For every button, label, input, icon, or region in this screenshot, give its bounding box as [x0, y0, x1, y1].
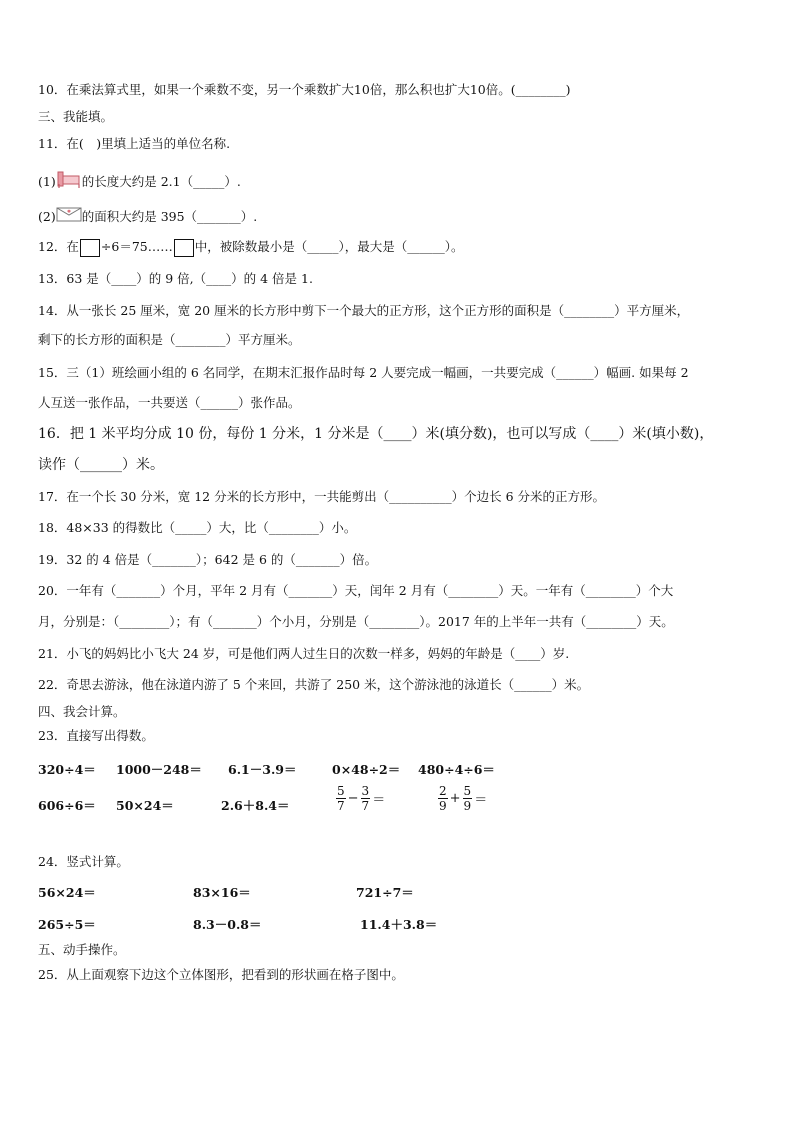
- numerator: 5: [337, 784, 345, 798]
- question-23: 23．直接写出得数。: [38, 728, 154, 743]
- section-5-heading: 五、动手操作。: [38, 942, 126, 957]
- blank-box: [80, 239, 100, 257]
- q11-1-prefix: (1): [38, 174, 56, 189]
- fraction: [361, 784, 371, 813]
- operator: +: [449, 791, 461, 806]
- question-18: 18．48×33 的得数比（_____）大，比（________）小。: [38, 520, 357, 535]
- question-13: 13．63 是（____）的 9 倍,（____）的 4 倍是 1.: [38, 271, 313, 286]
- equals: ＝: [474, 793, 488, 808]
- fraction: [463, 784, 473, 813]
- q24-calc-1: 56×24＝: [38, 885, 96, 900]
- question-15-line-1: 15．三（1）班绘画小组的 6 名同学，在期末汇报作品时每 2 人要完成一幅画，一共要完成（______）幅画. 如果每 2: [38, 365, 689, 380]
- question-14-line-1: 14．从一张长 25 厘米，宽 20 厘米的长方形中剪下一个最大的正方形，这个正方形的面积是（________）平方厘米，: [38, 303, 690, 318]
- question-22: 22．奇思去游泳，他在泳道内游了 5 个来回，共游了 250 米，这个游泳池的泳道长（______）米。: [38, 677, 590, 692]
- question-14-line-2: 剩下的长方形的面积是（________）平方厘米。: [38, 332, 301, 347]
- q12-part-a: 12．在: [38, 239, 79, 254]
- q23-fraction-expr-1: [336, 784, 387, 813]
- question-24: 24．竖式计算。: [38, 854, 129, 869]
- question-16-line-2: 读作（______）米。: [38, 457, 164, 473]
- q23-fraction-expr-2: [438, 784, 489, 813]
- denominator: 9: [463, 799, 472, 813]
- section-3-heading: 三、我能填。: [38, 109, 114, 124]
- q23-calc-7: 50×24＝: [116, 798, 174, 813]
- numerator: 3: [361, 784, 370, 798]
- question-11-2: [38, 206, 257, 229]
- question-15-line-2: 人互送一张作品，一共要送（______）张作品。: [38, 395, 301, 410]
- question-20-line-2: 月，分别是：（________）；有（_______）个小月，分别是（________）。2017 年的上半年一共有（________）天。: [38, 614, 674, 629]
- bed-icon: [56, 170, 82, 195]
- question-11-1: [38, 170, 241, 195]
- operator: −: [347, 791, 359, 806]
- denominator: 7: [337, 799, 345, 813]
- section-4-heading: 四、我会计算。: [38, 704, 126, 719]
- fraction: [438, 784, 448, 813]
- envelope-icon: [56, 206, 82, 229]
- q12-part-b: ÷6＝75……: [100, 239, 173, 254]
- denominator: 7: [361, 799, 370, 813]
- equals: ＝: [372, 793, 386, 808]
- question-17: 17．在一个长 30 分米，宽 12 分米的长方形中，一共能剪出（__________）个边长 6 分米的正方形。: [38, 489, 606, 504]
- q23-calc-6: 606÷6＝: [38, 798, 96, 813]
- q24-calc-3: 721÷7＝: [356, 885, 414, 900]
- fraction: [336, 784, 346, 813]
- question-21: 21．小飞的妈妈比小飞大 24 岁，可是他们两人过生日的次数一样多，妈妈的年龄是（____）岁.: [38, 646, 570, 661]
- q11-2-prefix: (2): [38, 209, 56, 224]
- question-20-line-1: 20．一年有（_______）个月，平年 2 月有（_______）天，闰年 2 月有（________）天。一年有（________）个大: [38, 583, 674, 598]
- q11-2-suffix: 的面积大约是 395（_______）.: [81, 209, 258, 224]
- q24-calc-6: 11.4＋3.8＝: [360, 917, 438, 932]
- numerator: 5: [463, 784, 472, 798]
- question-25: 25．从上面观察下边这个立体图形，把看到的形状画在格子图中。: [38, 967, 404, 982]
- q23-calc-1: 320÷4＝: [38, 762, 96, 777]
- question-19: 19．32 的 4 倍是（_______）；642 是 6 的（_______）倍。: [38, 552, 378, 567]
- q24-calc-2: 83×16＝: [193, 885, 251, 900]
- q23-calc-3: 6.1－3.9＝: [228, 762, 297, 777]
- question-12: [38, 238, 464, 257]
- q23-calc-5: 480÷4÷6＝: [418, 762, 495, 777]
- q12-part-c: 中，被除数最小是（_____），最大是（______）。: [194, 239, 464, 254]
- q23-calc-4: 0×48÷2＝: [332, 762, 401, 777]
- question-10: 10．在乘法算式里，如果一个乘数不变，另一个乘数扩大10倍，那么积也扩大10倍。(________): [38, 82, 571, 97]
- question-11: 11．在( )里填上适当的单位名称.: [38, 136, 231, 151]
- q11-1-suffix: 的长度大约是 2.1（_____）.: [81, 174, 241, 189]
- question-16-line-1: 16．把 1 米平均分成 10 份，每份 1 分米，1 分米是（____）米(填分数)，也可以写成（____）米(填小数)，: [38, 426, 714, 442]
- denominator: 9: [439, 799, 447, 813]
- q23-calc-8: 2.6＋8.4＝: [221, 798, 290, 813]
- blank-box: [174, 239, 194, 257]
- q24-calc-5: 8.3－0.8＝: [193, 917, 262, 932]
- numerator: 2: [439, 784, 447, 798]
- q23-calc-2: 1000－248＝: [116, 762, 202, 777]
- q24-calc-4: 265÷5＝: [38, 917, 96, 932]
